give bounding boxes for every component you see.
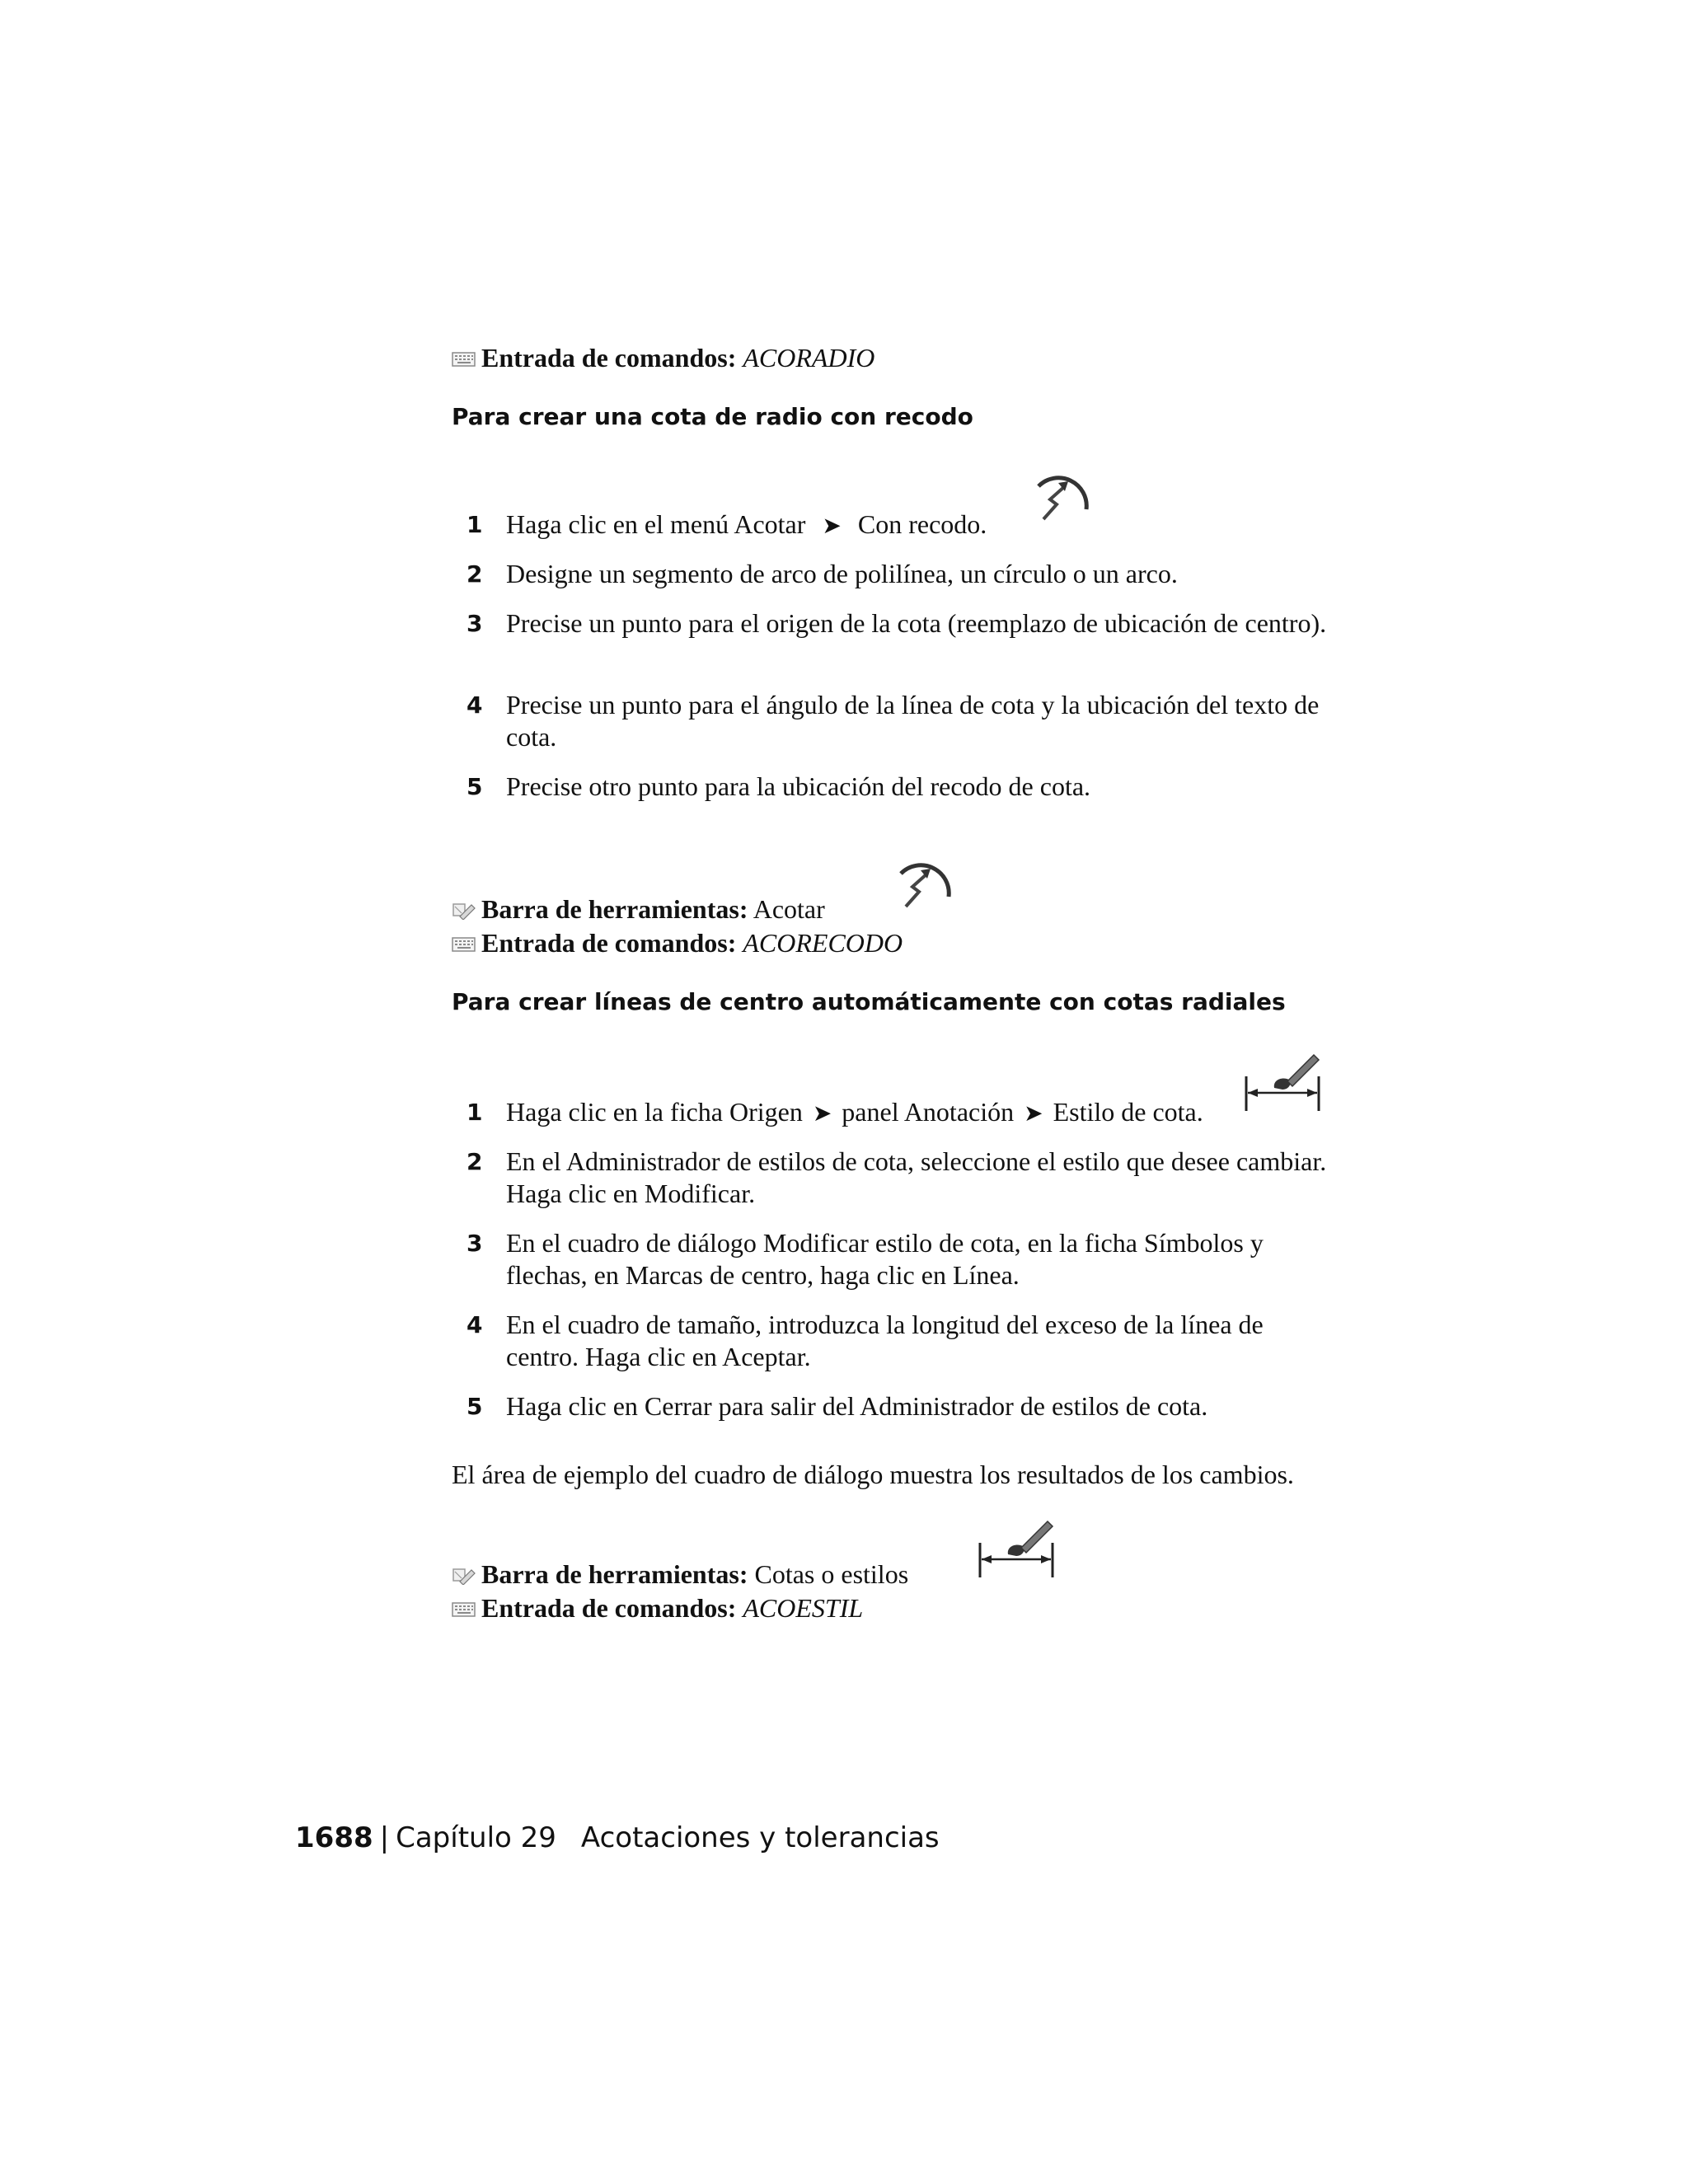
proc1-step-2: [467, 558, 1340, 590]
dimension-style-button-icon: [977, 1518, 1056, 1579]
step-number: 2: [467, 1148, 483, 1175]
step-number: 2: [467, 560, 483, 588]
command-entry-label: Entrada de comandos:: [481, 1593, 737, 1623]
step-number: 5: [467, 1393, 483, 1420]
command-entry-acorecodo: [452, 926, 903, 959]
command-entry-value: ACORECODO: [743, 928, 903, 958]
step-text: Precise un punto para el ángulo de la línea de cota y la ubicación del texto de cota.: [506, 690, 1320, 752]
command-entry-label: Entrada de comandos:: [481, 928, 737, 958]
step-text-panel: panel Anotación: [842, 1097, 1015, 1127]
keyboard-icon: [452, 935, 476, 954]
step-number: 4: [467, 1311, 483, 1338]
proc2-step-2: [467, 1146, 1340, 1210]
step-text: En el Administrador de estilos de cota, seleccione el estilo que desee cambiar. Haga clic en Modificar.: [506, 1146, 1327, 1208]
proc1-step-3: [467, 607, 1340, 640]
toolbar-icon: [452, 1567, 476, 1585]
toolbar-entry-cotas: [452, 1558, 908, 1591]
step-text: Haga clic en la ficha Origen: [506, 1097, 803, 1127]
procedure-title-2: Para crear líneas de centro automáticamente con cotas radiales: [452, 988, 1286, 1015]
step-text: Haga clic en Cerrar para salir del Administrador de estilos de cota.: [506, 1391, 1208, 1421]
step-number: 1: [467, 1099, 483, 1126]
step-number: 3: [467, 610, 483, 637]
results-note: El área de ejemplo del cuadro de diálogo muestra los resultados de los cambios.: [452, 1460, 1294, 1489]
keyboard-icon: [452, 1601, 476, 1619]
proc2-step-3: [467, 1227, 1340, 1291]
menu-arrow-icon: ➤: [822, 513, 842, 539]
step-number: 1: [467, 511, 483, 538]
command-entry-label: Entrada de comandos:: [481, 343, 737, 373]
footer-separator: |: [379, 1821, 390, 1854]
proc2-step-5: [467, 1390, 1340, 1422]
command-entry-value: ACORADIO: [743, 343, 875, 373]
step-number: 4: [467, 691, 483, 719]
toolbar-value: Acotar: [753, 894, 825, 924]
command-entry-value: ACOESTIL: [743, 1593, 864, 1623]
page-footer: [295, 1820, 940, 1856]
jogged-radius-button-icon: [894, 854, 954, 913]
page-number: 1688: [295, 1821, 373, 1854]
keyboard-icon: [452, 350, 476, 368]
command-entry-acoradio: [452, 341, 874, 374]
step-number: 5: [467, 773, 483, 800]
step-text: Haga clic en el menú Acotar: [506, 509, 806, 539]
toolbar-label: Barra de herramientas:: [481, 894, 748, 924]
toolbar-value: Cotas o estilos: [754, 1559, 909, 1589]
toolbar-label: Barra de herramientas:: [481, 1559, 748, 1589]
proc1-step-1: [467, 509, 1340, 542]
proc2-step-1: [467, 1096, 1340, 1130]
chapter-title: Acotaciones y tolerancias: [580, 1821, 940, 1854]
step-text: Precise un punto para el origen de la cota (reemplazo de ubicación de centro).: [506, 608, 1327, 638]
menu-arrow-icon: ➤: [1024, 1101, 1043, 1127]
step-text: En el cuadro de tamaño, introduzca la longitud del exceso de la línea de centro. Haga clic en Aceptar.: [506, 1310, 1264, 1371]
step-text: Designe un segmento de arco de polilínea, un círculo o un arco.: [506, 559, 1178, 588]
command-entry-acoestil: [452, 1591, 863, 1624]
proc2-step-4: [467, 1309, 1340, 1373]
step-text-menu-item: Estilo de cota.: [1053, 1097, 1203, 1127]
procedure-title-1: Para crear una cota de radio con recodo: [452, 403, 973, 430]
proc1-step-5: [467, 771, 1340, 803]
menu-arrow-icon: ➤: [812, 1101, 832, 1127]
toolbar-icon: [452, 902, 476, 920]
step-text: En el cuadro de diálogo Modificar estilo de cota, en la ficha Símbolos y flechas, en Marcas de centro, haga clic en Línea.: [506, 1228, 1264, 1290]
toolbar-entry-acotar: [452, 893, 825, 926]
step-text-menu-item: Con recodo.: [857, 509, 987, 539]
step-number: 3: [467, 1230, 483, 1257]
proc1-step-4: [467, 689, 1340, 753]
chapter-number: Capítulo 29: [396, 1821, 556, 1854]
step-text: Precise otro punto para la ubicación del recodo de cota.: [506, 771, 1091, 801]
